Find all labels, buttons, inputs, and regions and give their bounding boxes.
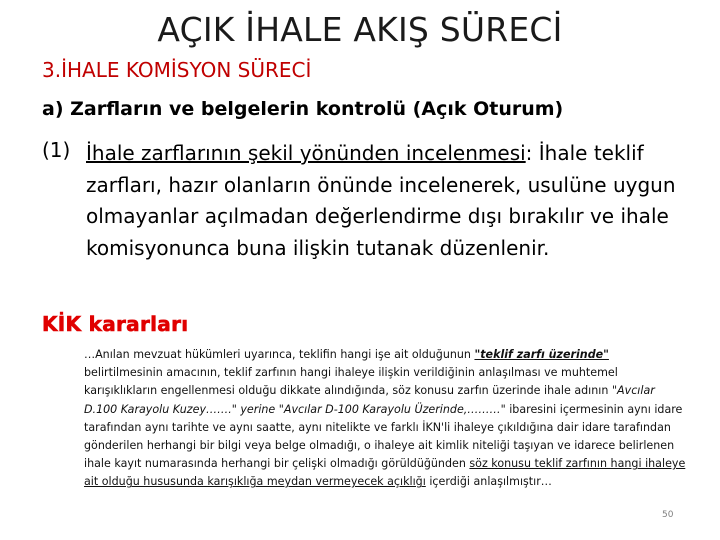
- quote-part-1: …Anılan mevzuat hükümleri uyarınca, teklifin hangi işe ait olduğunun: [84, 348, 475, 361]
- item-lead: İhale zarflarının şekil yönünden incelenmesi: [86, 141, 526, 165]
- item-text: : İhale teklif zarfları, hazır olanların önünde incelenerek, usulüne uygun olmayanlar açılmadan değerlendirme dışı bırakılır ve ihale komisyonunca buna ilişkin tutanak düzenlenir.: [86, 141, 676, 260]
- quote-emphasis-envelope: "teklif zarfı üzerinde": [474, 348, 609, 361]
- quote-part-5: ibaresini içermesinin aynı idare tarafından aynı tarihte ve aynı saatte, aynı nitelikte ve farklı İKN'li ihaleye çıkıldığına dair idare tarafından gönderilen herhangi bir bilgi veya belge olmadığı, o ihaleye ait kimlik niteliği taşıyan ve idarece belirlenen ihale kayıt numarasında herhangi bir çelişki olmadığı görüldüğünden: [84, 402, 683, 471]
- page-number: 50: [662, 510, 674, 520]
- quote-part-3: belirtilmesinin amacının, teklif zarfının hangi ihaleye ilişkin verildiğinin anlaşılması ve muhtemel karışıklıkların engellenmesi olduğu dikkate alındığında, söz konusu zarfın üzerinde ihale adının: [84, 366, 618, 398]
- section-heading: 3.İHALE KOMİSYON SÜRECİ: [42, 58, 312, 82]
- kik-decisions-heading: KİK kararları: [42, 312, 189, 336]
- quote-italic-tender-name: "Avcılar D.100 Karayolu Kuzey……." yerine "Avcılar D-100 Karayolu Üzerinde,………": [84, 384, 655, 416]
- sub-heading: a) Zarfların ve belgelerin kontrolü (Açık Oturum): [42, 98, 564, 120]
- kik-decision-quote: [84, 346, 690, 492]
- slide-title: AÇIK İHALE AKIŞ SÜRECİ: [157, 10, 563, 49]
- item-body: [86, 138, 686, 264]
- item-number: (1): [42, 138, 71, 162]
- quote-part-7: içerdiği anlaşılmıştır…: [425, 475, 552, 489]
- quote-underlined-conclusion: söz konusu teklif zarfının hangi ihaleye ait olduğu hususunda karışıklığa meydan vermeyecek açıklığı: [84, 457, 686, 489]
